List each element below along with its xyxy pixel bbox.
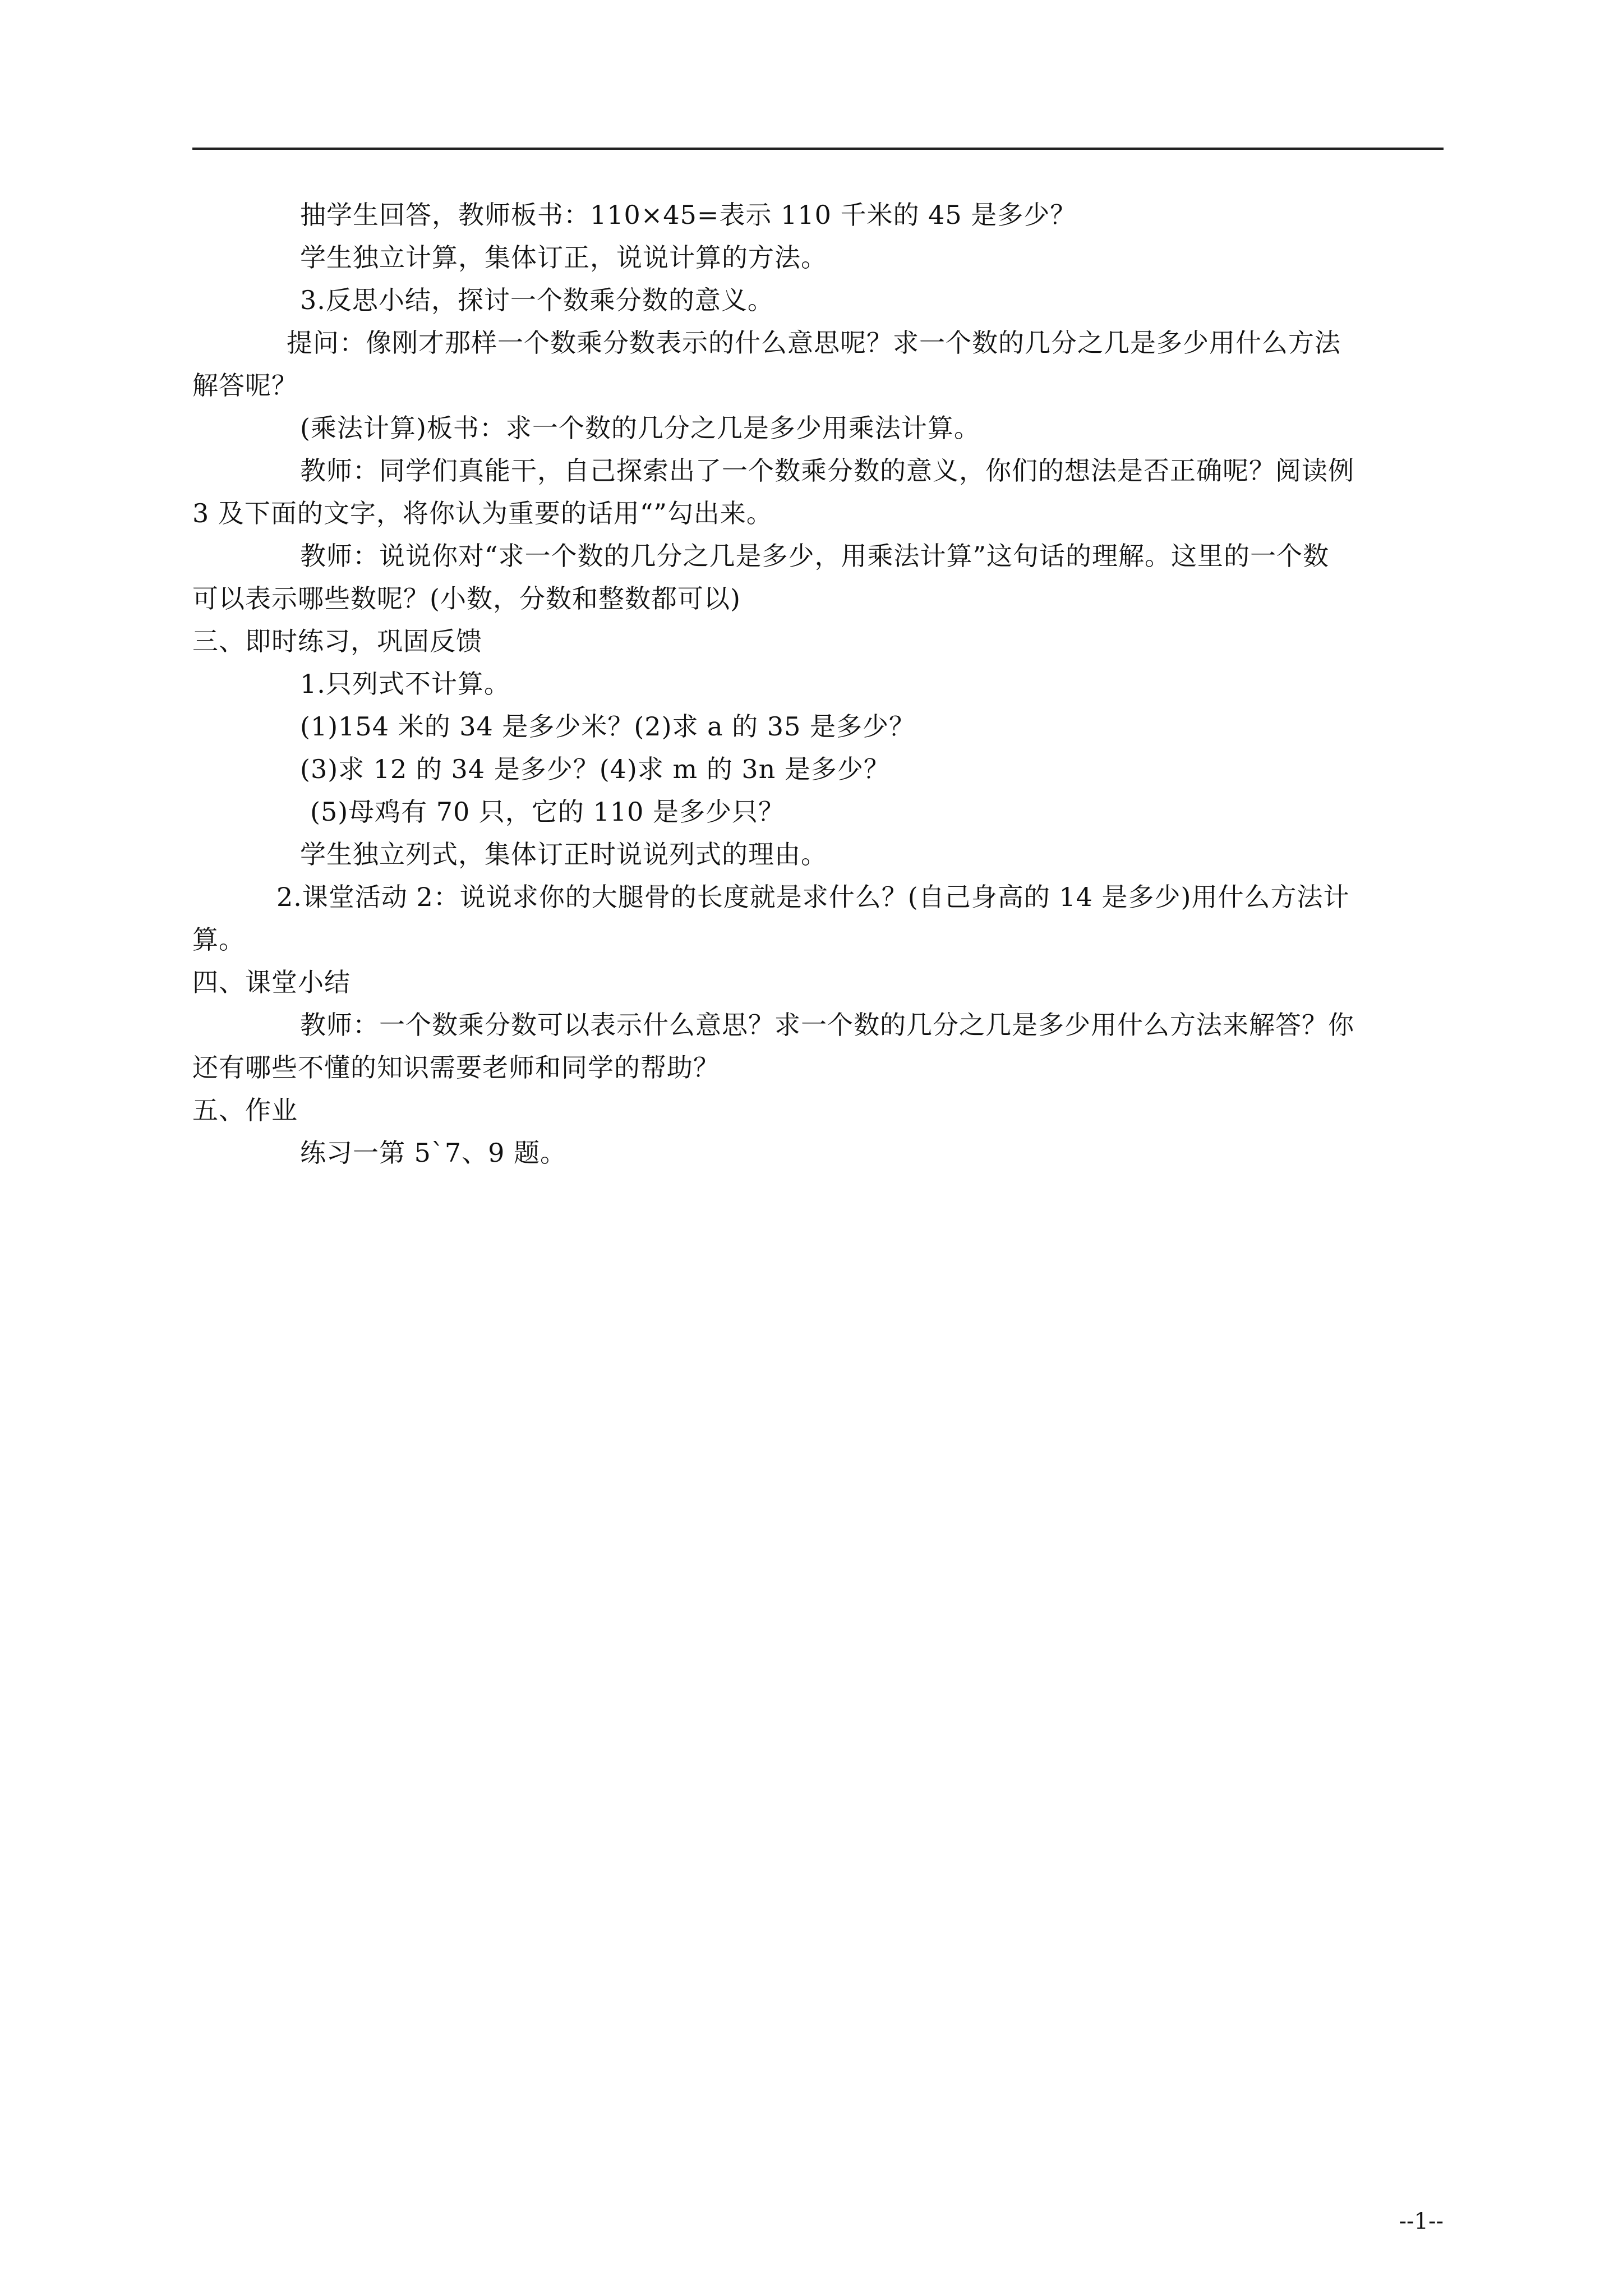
- paragraph-line: 3 及下面的文字，将你认为重要的话用“”勾出来。: [192, 498, 773, 528]
- exercise-line: (3)求 12 的 34 是多少？(4)求 m 的 3n 是多少？: [300, 754, 890, 784]
- paragraph-line: 算。: [192, 924, 245, 955]
- paragraph-line: 3.反思小结，探讨一个数乘分数的意义。: [300, 285, 774, 315]
- document-body: [192, 194, 1444, 1174]
- exercise-line: (1)154 米的 34 是多少米？(2)求 a 的 35 是多少？: [300, 711, 915, 742]
- header-rule: [192, 148, 1444, 150]
- paragraph-line: 教师：说说你对“求一个数的几分之几是多少，用乘法计算”这句话的理解。这里的一个数: [300, 541, 1330, 571]
- paragraph-line: 教师：一个数乘分数可以表示什么意思？求一个数的几分之几是多少用什么方法来解答？你: [300, 1010, 1354, 1040]
- paragraph-line: 学生独立计算，集体订正，说说计算的方法。: [300, 242, 827, 273]
- paragraph-line: 学生独立列式，集体订正时说说列式的理由。: [300, 839, 827, 869]
- paragraph-line: 1.只列式不计算。: [300, 669, 510, 699]
- section-heading: 三、即时练习，巩固反馈: [192, 626, 482, 656]
- exercise-line: (5)母鸡有 70 只，它的 110 是多少只？: [310, 797, 785, 827]
- paragraph-line: 抽学生回答，教师板书：110×45=表示 110 千米的 45 是多少？: [300, 200, 1077, 230]
- section-heading: 五、作业: [192, 1095, 298, 1125]
- paragraph-line: 解答呢？: [192, 370, 298, 401]
- paragraph-line: 2.课堂活动 2：说说求你的大腿骨的长度就是求什么？(自己身高的 14 是多少)用什么方法计: [276, 882, 1350, 912]
- paragraph-line: 可以表示哪些数呢？(小数，分数和整数都可以): [192, 583, 741, 614]
- section-heading: 四、课堂小结: [192, 967, 351, 997]
- page-number: --1--: [1399, 2208, 1444, 2234]
- paragraph-line: 提问：像刚才那样一个数乘分数表示的什么意思呢？求一个数的几分之几是多少用什么方法: [287, 328, 1341, 358]
- paragraph-line: 练习一第 5`7、9 题。: [300, 1138, 567, 1168]
- paragraph-line: 教师：同学们真能干，自己探索出了一个数乘分数的意义，你们的想法是否正确呢？阅读例: [300, 455, 1354, 486]
- paragraph-line: (乘法计算)板书：求一个数的几分之几是多少用乘法计算。: [300, 413, 980, 443]
- paragraph-line: 还有哪些不懂的知识需要老师和同学的帮助？: [192, 1052, 720, 1083]
